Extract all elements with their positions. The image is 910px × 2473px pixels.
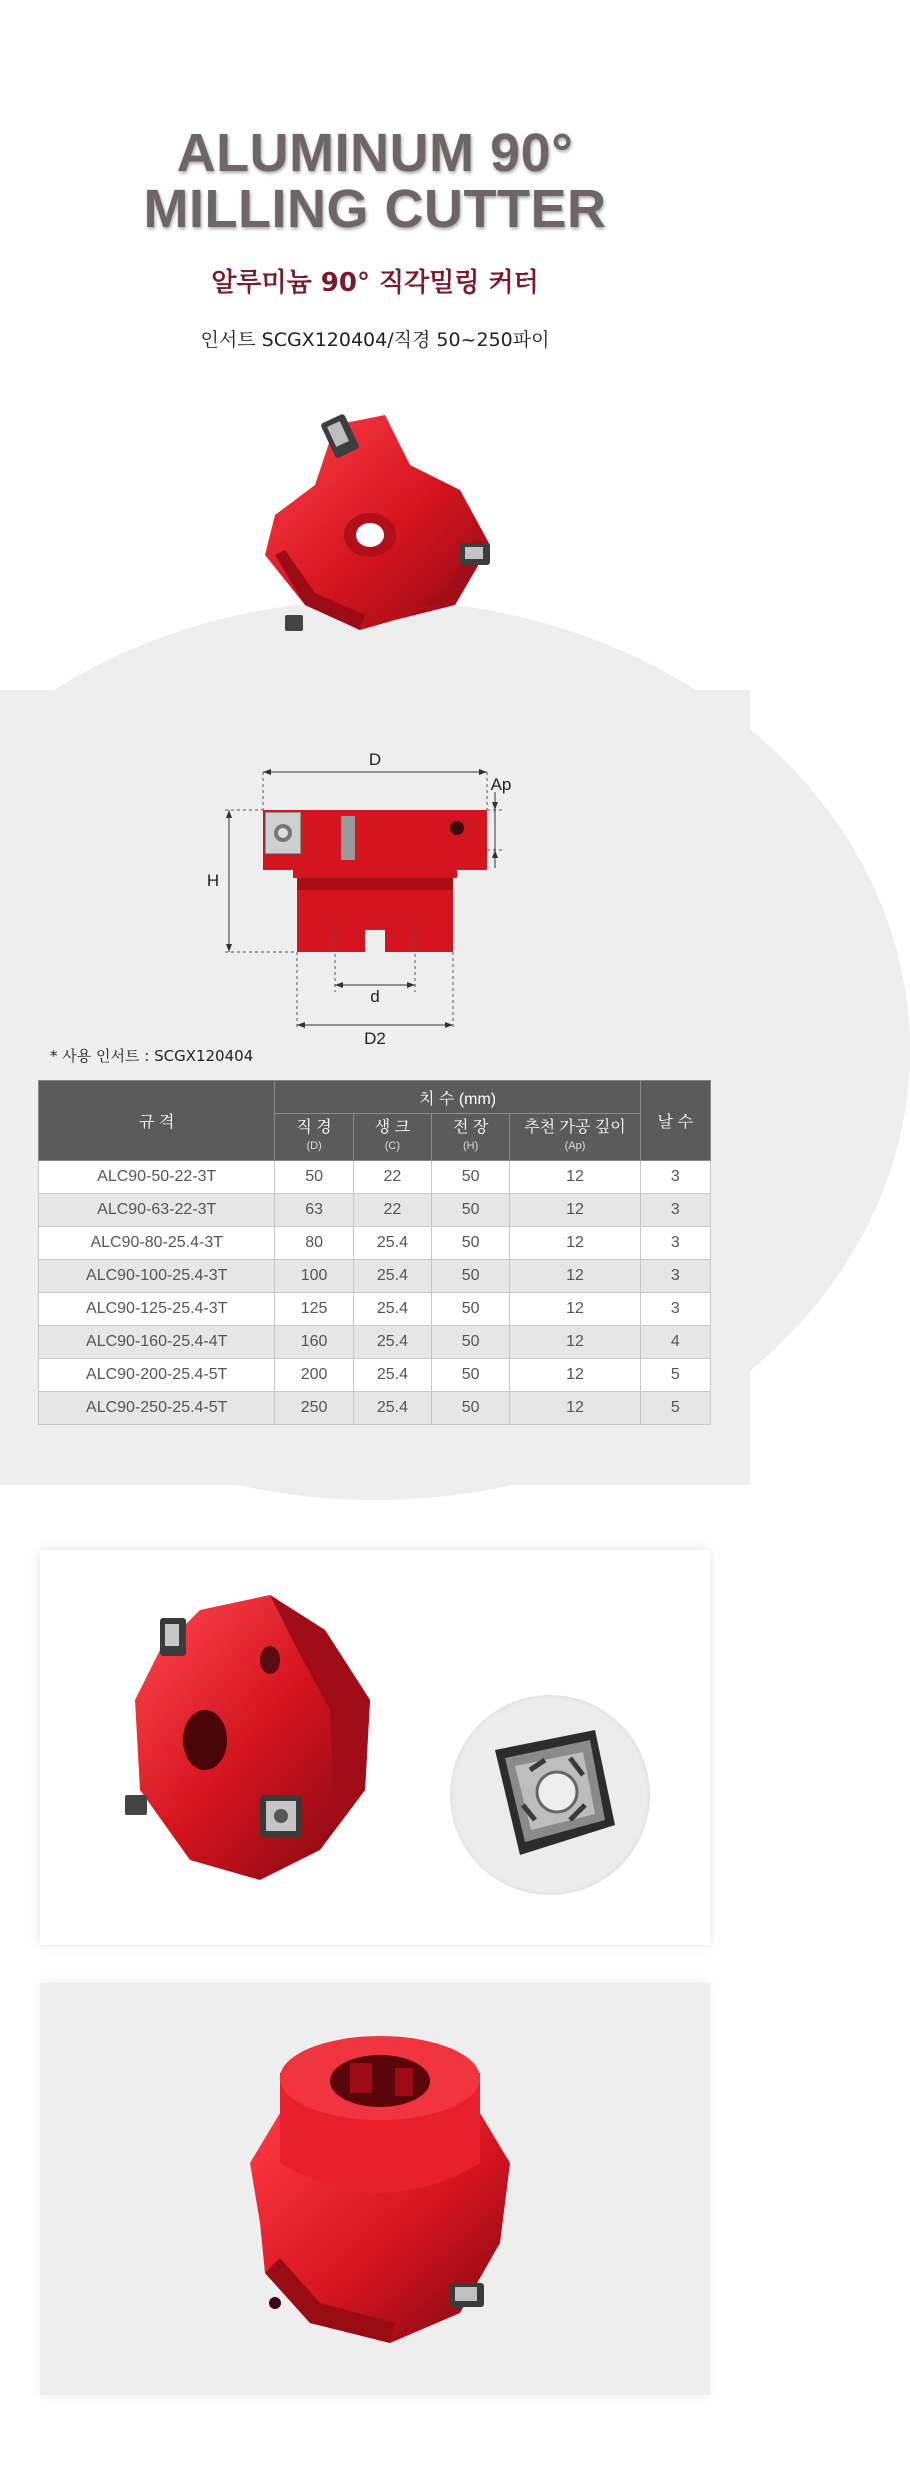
- table-row: ALC90-250-25.4-5T 250 25.4 50 12 5: [39, 1392, 711, 1425]
- hero-cutter-image: [245, 405, 505, 645]
- table-row: ALC90-50-22-3T 50 22 50 12 3: [39, 1161, 711, 1194]
- dim-label-ap: Ap: [490, 775, 512, 794]
- header-spec: 규 격: [39, 1081, 275, 1161]
- korean-subtitle: 알루미늄 90° 직각밀링 커터: [211, 268, 539, 298]
- dim-label-small-d: d: [370, 987, 380, 1006]
- product-photo-card-1: [40, 1550, 710, 1945]
- table-row: ALC90-125-25.4-3T 125 25.4 50 12 3: [39, 1293, 711, 1326]
- dim-label-h: H: [206, 871, 220, 890]
- table-row: ALC90-100-25.4-3T 100 25.4 50 12 3: [39, 1260, 711, 1293]
- page-title-line2: MILLING CUTTER: [143, 179, 607, 239]
- header-col-d: 직 경 (D): [275, 1114, 353, 1161]
- table-row: ALC90-63-22-3T 63 22 50 12 3: [39, 1194, 711, 1227]
- dim-label-d-diameter: D: [368, 750, 382, 769]
- header-dimensions: 치 수 (mm): [275, 1081, 640, 1114]
- table-row: ALC90-80-25.4-3T 80 25.4 50 12 3: [39, 1227, 711, 1260]
- header-flutes: 날 수: [640, 1081, 710, 1161]
- header-col-h: 전 장 (H): [432, 1114, 510, 1161]
- dimension-diagram: [205, 730, 512, 1060]
- table-row: ALC90-160-25.4-4T 160 25.4 50 12 4: [39, 1326, 711, 1359]
- table-row: ALC90-200-25.4-5T 200 25.4 50 12 5: [39, 1359, 711, 1392]
- insert-diameter-spec: 인서트 SCGX120404/직경 50~250파이: [200, 329, 550, 351]
- header-col-ap: 추천 가공 깊이 (Ap): [510, 1114, 640, 1161]
- cutter-top-image: [220, 2023, 540, 2363]
- dim-label-d2: D2: [364, 1029, 386, 1048]
- insert-note: * 사용 인서트 : SCGX120404: [50, 1047, 254, 1065]
- product-photo-card-2: [40, 1983, 710, 2395]
- header-col-c: 생 크 (C): [353, 1114, 431, 1161]
- insert-closeup-circle: [450, 1695, 650, 1895]
- cutter-side-image: [120, 1590, 420, 1910]
- insert-image: [475, 1720, 625, 1870]
- hero-section: [0, 0, 750, 690]
- page-title-line1: ALUMINUM 90°: [176, 123, 574, 183]
- spec-table: [38, 1080, 711, 1425]
